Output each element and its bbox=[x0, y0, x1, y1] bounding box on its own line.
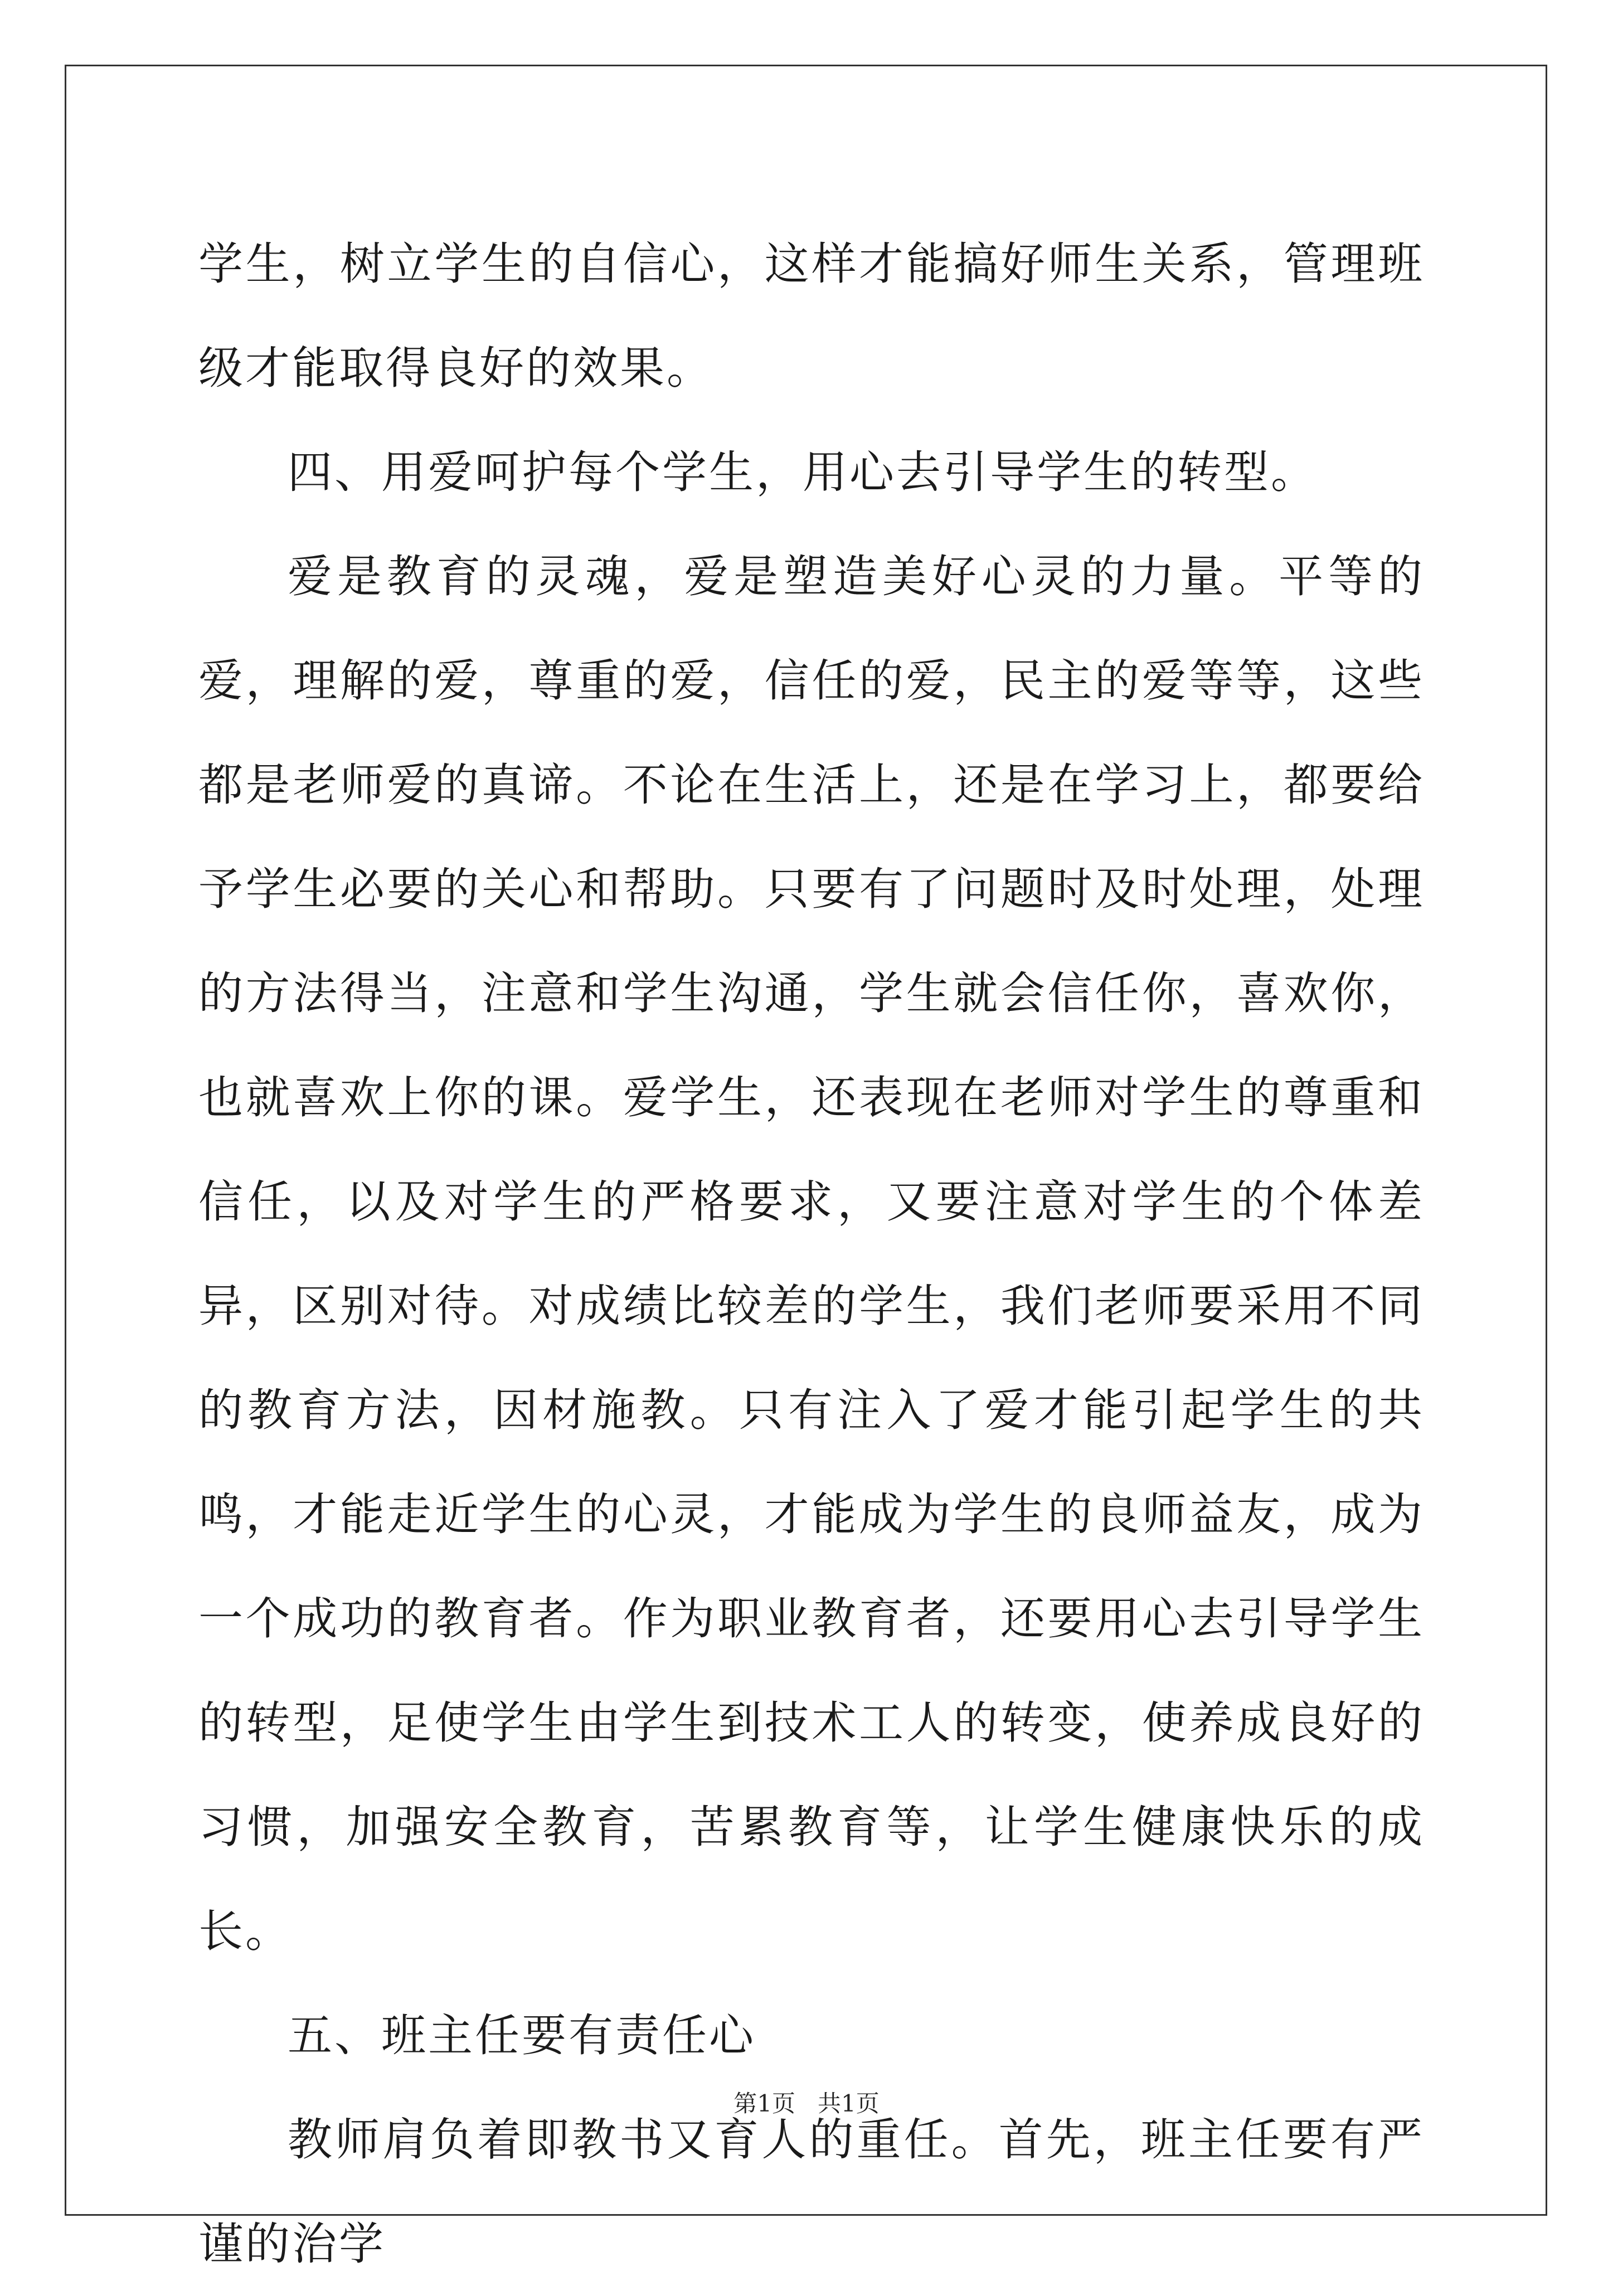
document-body bbox=[198, 212, 1425, 2296]
page-footer bbox=[0, 2087, 1613, 2120]
paragraph-continuation: 学生，树立学生的自信心，这样才能搞好师生关系，管理班级才能取得良好的效果。 bbox=[198, 238, 1425, 394]
page-number: 第1页 bbox=[733, 2090, 795, 2117]
page-total: 共1页 bbox=[818, 2090, 880, 2117]
section-heading-4: 四、用爱呵护每个学生，用心去引导学生的转型。 bbox=[288, 446, 1318, 498]
footer-spacer bbox=[795, 2090, 818, 2117]
paragraph-love-education: 爱是教育的灵魂，爱是塑造美好心灵的力量。平等的爱，理解的爱，尊重的爱，信任的爱，民主的爱等等，这些都是老师爱的真谛。不论在生活上，还是在学习上，都要给予学生必要的关心和帮助。只要有了问题时及时处理，处理的方法得当，注意和学生沟通，学生就会信任你，喜欢你，也就喜欢上你的课。爱学生，还表现在老师对学生的尊重和信任，以及对学生的严格要求，又要注意对学生的个体差异，区别对待。对成绩比较差的学生，我们老师要采用不同的教育方法，因材施教。只有注入了爱才能引起学生的共鸣，才能走近学生的心灵，才能成为学生的良师益友，成为一个成功的教育者。作为职业教育者，还要用心去引导学生的转型，足使学生由学生到技术工人的转变，使养成良好的习惯，加强安全教育，苦累教育等，让学生健康快乐的成长。 bbox=[198, 551, 1425, 1957]
section-heading-5: 五、班主任要有责任心 bbox=[288, 2010, 756, 2061]
paragraph-responsibility: 教师肩负着即教书又育人的重任。首先，班主任要有严谨的治学 bbox=[198, 2114, 1425, 2270]
